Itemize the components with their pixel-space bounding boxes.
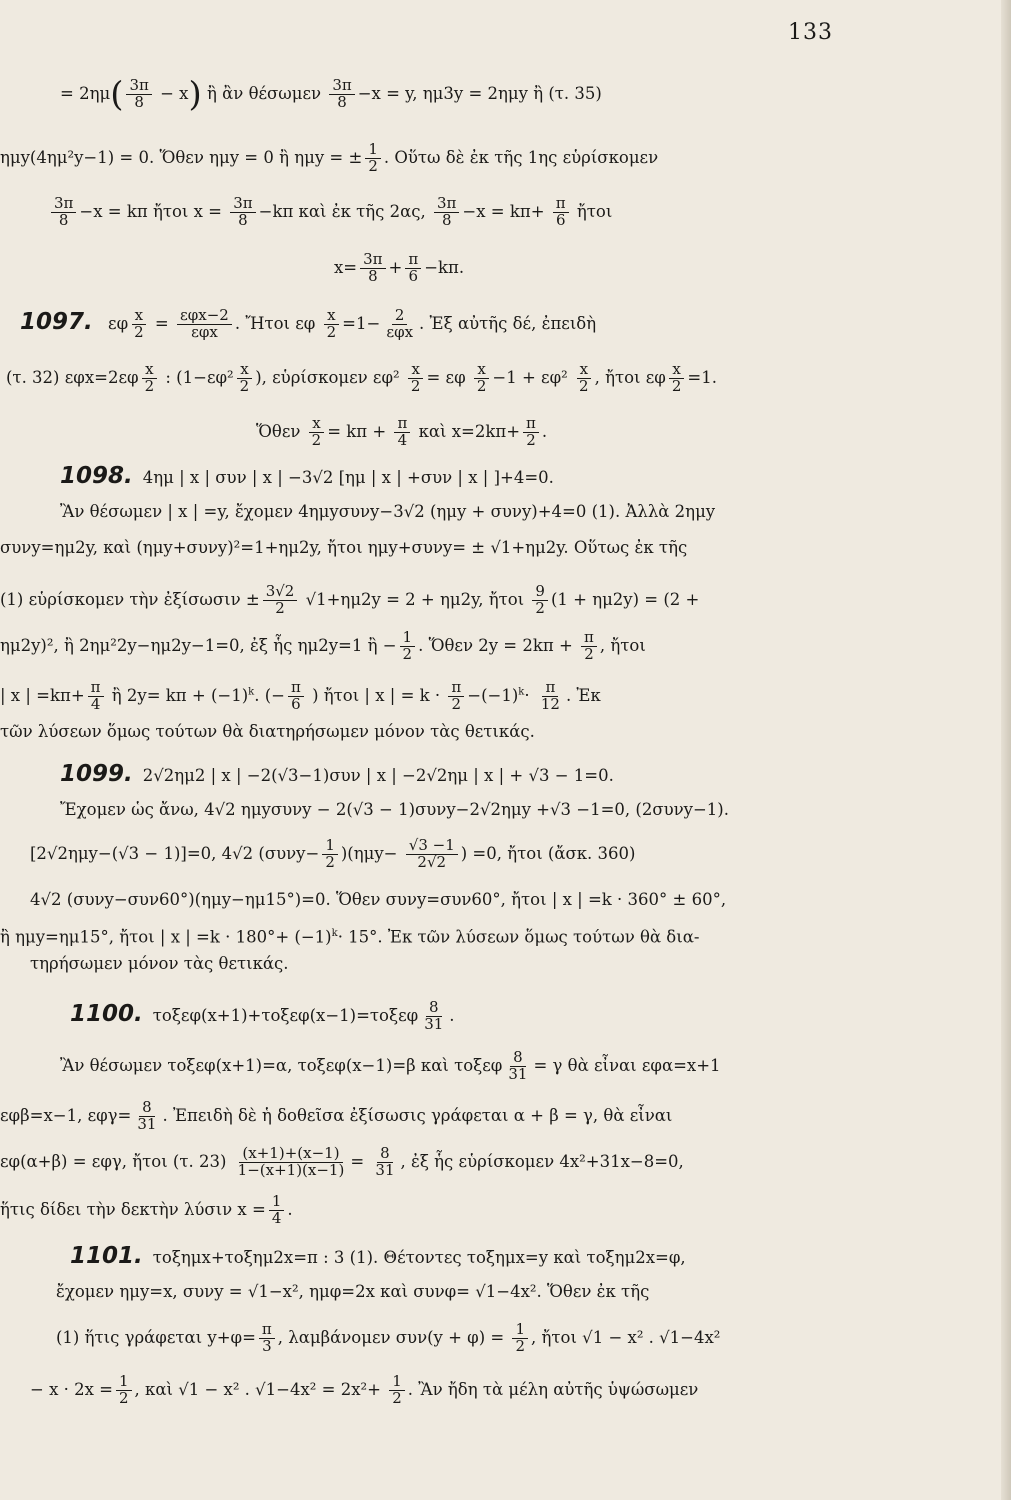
problem-number: 1098. [60,463,133,489]
problem-1101-line-2: ἔχομεν ημy=x, συνy = √1−x², ημφ=2x καὶ συνφ= √1−4x². Ὅθεν ἐκ τῆς [56,1282,650,1301]
problem-1100-line-1: 1100. τοξεφ(x+1)+τοξεφ(x−1)=τοξεφ $\frac{8}{31}$ . [70,998,455,1033]
problem-1098-line-1: 1098. 4ημ | x | συν | x | −3√2 [ημ | x | +συν | x | ]+4=0. [60,463,554,489]
problem-1100-line-4: εφ(α+β) = εφγ, ἤτοι (τ. 23) $\frac{(x+1)+(x-1)}{1-(x+1)(x-1)}$ = $\frac{8}{31}$ , ἐξ ἧς εὑρίσκομεν 4x²+31x−8=0, [0,1144,684,1179]
problem-1098-line-6: | x | =kπ+ $\frac{\pi}{4}$ ἢ $2y= k\pi + (-1)^k$. (− $\frac{\pi}{6}$ ) ἤτοι | x | = k · $\frac{\pi}{2}$ $-(-1)^k\cdot$ $\frac{\pi}{12}$ . Ἐκ [0,678,601,713]
problem-1099-line-2: Ἔχομεν ὡς ἄνω, 4√2 ημyσυνy − 2(√3 − 1)συνy−2√2ημy +√3 −1=0, (2συνy−1). [60,800,729,819]
page-number: 133 [788,20,833,45]
problem-1100-line-2: Ἂν θέσωμεν τοξεφ(x+1)=α, τοξεφ(x−1)=β καὶ τοξεφ $\frac{8}{31}$ = γ θὰ εἶναι εφα=x+1 [60,1048,721,1083]
problem-1101-line-3: (1) ἥτις γράφεται y+φ= $\frac{\pi}{3}$ , λαμβάνομεν συν(y + φ) = $\frac{1}{2}$ , ἤτοι √1 − x² . √1−4x² [56,1320,721,1355]
problem-1099-line-6: τηρήσωμεν μόνον τὰς θετικάς. [30,954,289,973]
problem-1098-line-2: Ἂν θέσωμεν | x | =y, ἔχομεν 4ημyσυνy−3√2 (ημy + συνy)+4=0 (1). Ἀλλὰ 2ημy [60,502,716,521]
text-line: = 2ημ( $\frac{3\pi}{8}$ − x) ἢ ἂν θέσωμεν $\frac{3\pi}{8}$ −x = y, ημ3y = 2ημy ἢ (τ. 35) [60,74,602,115]
problem-number: 1097. [20,308,93,335]
problem-1099-line-4: 4√2 (συνy−συν60°)(ημy−ημ15°)=0. Ὅθεν συνy=συν60°, ἤτοι | x | =k · 360° ± 60°, [30,890,727,909]
text-line: x= $\frac{3\pi}{8}$ + $\frac{\pi}{6}$ −kπ. [334,250,465,285]
problem-number: 1100. [70,1000,143,1027]
text-line: $\frac{3\pi}{8}$ −x = kπ ἤτοι x = $\frac{3\pi}{8}$ −kπ καὶ ἐκ τῆς 2ας, $\frac{3\pi}{8}$ −x = kπ+ $\frac{\pi}{6}$ ἤτοι [48,196,612,229]
problem-1097-line-2: (τ. 32) εφx=2εφ $\frac{x}{2}$ : (1−εφ² $\frac{x}{2}$ ), εὑρίσκομεν εφ² $\frac{x}{2}$ = εφ $\frac{x}{2}$ −1 + εφ² $\frac{x}{2}$ , ἤτοι εφ $\frac{x}{2}$ =1. [6,360,717,395]
problem-1099-line-5: ἢ ημy=ημ15°, ἤτοι | x | $=k \cdot 180^\circ+ (-1)^k\cdot 15^\circ$. Ἐκ τῶν λύσεων ὅμως τούτων θὰ δια- [0,927,700,947]
problem-1100-line-5: ἥτις δίδει τὴν δεκτὴν λύσιν x = $\frac{1}{4}$ . [0,1192,293,1227]
problem-number: 1099. [60,761,133,787]
problem-1097-line-3: Ὅθεν $\frac{x}{2}$ = kπ + $\frac{\pi}{4}$ καὶ x=2kπ+ $\frac{\pi}{2}$ . [256,414,548,449]
problem-1101-line-1: 1101. τοξημx+τοξημ2x=π : 3 (1). Θέτοντες τοξημx=y καὶ τοξημ2x=φ, [70,1243,686,1269]
problem-1100-line-3: εφβ=x−1, εφγ= $\frac{8}{31}$ . Ἐπειδὴ δὲ ἡ δοθεῖσα ἐξίσωσις γράφεται α + β = γ, θὰ εἶναι [0,1098,673,1133]
problem-1098-line-4: (1) εὑρίσκομεν τὴν ἐξίσωσιν ± $\frac{3√2}{2}$ √1+ημ2y = 2 + ημ2y, ἤτοι $\frac{9}{2}$ (1 + ημ2y) = (2 + [0,582,700,617]
problem-1099-line-3: [2√2ημy−(√3 − 1)]=0, 4√2 (συνy− $\frac{1}{2}$ )(ημy− $\frac{√3 -1}{2√2}$ ) =0, ἤτοι (ἄσκ. 360) [30,836,636,871]
problem-1097-line-1: 1097. εφ $\frac{x}{2}$ = $\frac{\text{εφx−2}}{\text{εφx}}$ . Ἤτοι εφ $\frac{x}{2}$ =1− $\frac{2}{\text{εφx}}$ . Ἐξ αὐτῆς δέ, ἐπειδὴ [20,306,597,341]
page-spine-edge [1001,0,1011,1500]
text-line: ημy(4ημ²y−1) = 0. Ὅθεν ημy = 0 ἢ ημy = ± $\frac{1}{2}$ . Οὕτω δὲ ἐκ τῆς 1ης εὑρίσκομεν [0,140,659,175]
problem-1098-line-3: συνy=ημ2y, καὶ (ημy+συνy)²=1+ημ2y, ἤτοι ημy+συνy= ± √1+ημ2y. Οὕτως ἐκ τῆς [0,538,688,557]
problem-1098-line-5: ημ2y)², ἢ 2ημ²2y−ημ2y−1=0, ἐξ ἧς ημ2y=1 ἢ − $\frac{1}{2}$ . Ὅθεν 2y = 2kπ + $\frac{\pi}{2}$ , ἤτοι [0,628,646,663]
problem-1101-line-4: − x · 2x = $\frac{1}{2}$ , καὶ √1 − x² . √1−4x² = 2x²+ $\frac{1}{2}$ . Ἂν ἤδη τὰ μέλη αὐτῆς ὑψώσωμεν [30,1372,699,1407]
problem-1099-line-1: 1099. 2√2ημ2 | x | −2(√3−1)συν | x | −2√2ημ | x | + √3 − 1=0. [60,761,614,787]
problem-number: 1101. [70,1243,143,1269]
problem-1098-line-7: τῶν λύσεων ὅμως τούτων θὰ διατηρήσωμεν μόνον τὰς θετικάς. [0,722,535,741]
